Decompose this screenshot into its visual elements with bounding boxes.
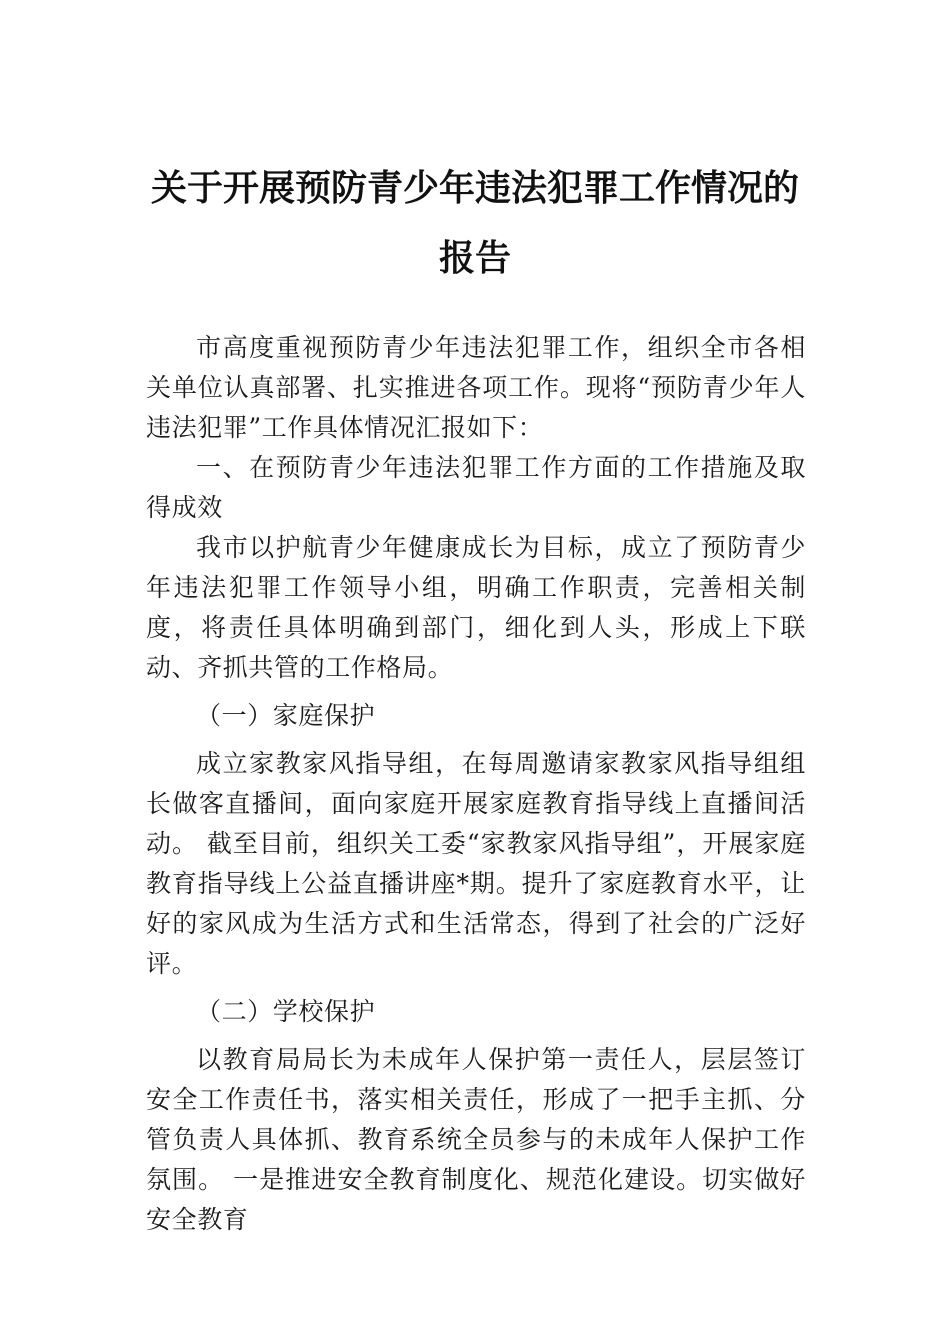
document-title-line-2: 报告 [438, 238, 511, 279]
section-heading-1: 一、在预防青少年违法犯罪工作方面的工作措施及取得成效 [146, 453, 806, 522]
section-1-paragraph: 我市以护航青少年健康成长为目标，成立了预防青少年违法犯罪工作领导小组，明确工作职责，完善相关制度，将责任具体明确到部门，细化到人头，形成上下联动、齐抓共管的工作格局。 [146, 533, 806, 682]
document-title-line-1: 关于开展预防青少年违法犯罪工作情况的 [150, 168, 799, 209]
intro-paragraph: 市高度重视预防青少年违法犯罪工作，组织全市各相关单位认真部署、扎实推进各项工作。现将“预防青少年人违法犯罪”工作具体情况汇报如下： [146, 333, 806, 442]
subsection-heading-family: （一）家庭保护 [196, 701, 376, 730]
document-body [146, 328, 806, 1240]
family-protection-paragraph: 成立家教家风指导组，在每周邀请家教家风指导组组长做客直播间，面向家庭开展家庭教育指导线上直播间活动。 截至目前，组织关工委“家教家风指导组”，开展家庭教育指导线上公益直播讲座*期。提升了家庭教育水平，让好的家风成为生活方式和生活常态，得到了社会的广泛好评。 [146, 749, 806, 978]
school-protection-paragraph: 以教育局局长为未成年人保护第一责任人，层层签订安全工作责任书，落实相关责任，形成了一把手主抓、分管负责人具体抓、教育系统全员参与的未成年人保护工作氛围。 一是推进安全教育制度化、规范化建设。切实做好安全教育 [146, 1045, 806, 1234]
subsection-heading-school: （二）学校保护 [196, 997, 376, 1026]
